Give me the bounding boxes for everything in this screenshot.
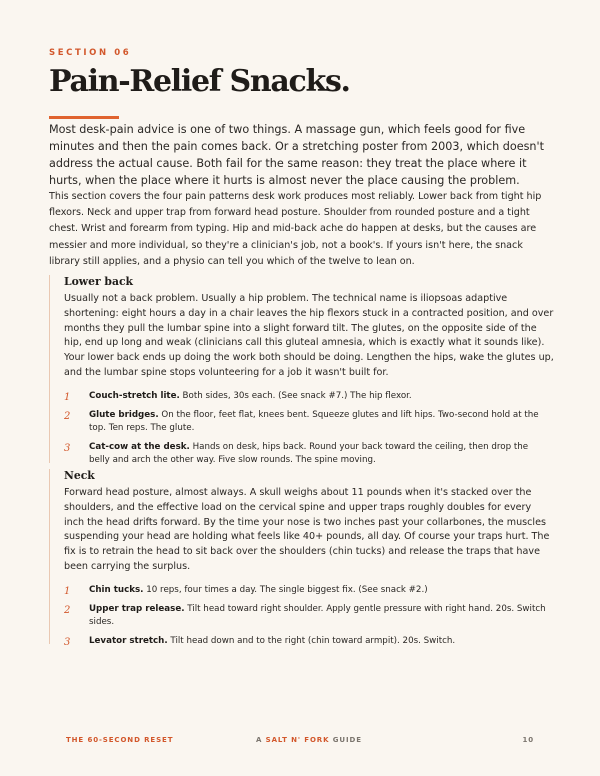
- page-title: Pain-Relief Snacks.: [49, 64, 350, 99]
- step-text: 10 reps, four times a day. The single biggest fix. (See snack #2.): [143, 584, 428, 595]
- step-number: 2: [64, 604, 71, 616]
- step-number: 3: [64, 636, 71, 648]
- footer-guide-prefix: A: [256, 736, 266, 744]
- step-number: 1: [64, 391, 71, 403]
- section-lower-back: [49, 275, 554, 465]
- lede-paragraph: Most desk-pain advice is one of two things. A massage gun, which feels good for five minutes and then the pain comes back. Or a stretching poster from 2003, which doesn't address the actual cause. Both fail for the same reason: they treat the place where it hurts, when the place where it hurts is almost never the place causing the problem.: [49, 123, 544, 187]
- step-text: Tilt head down and to the right (chin toward armpit). 20s. Switch.: [167, 635, 456, 646]
- step-item: [64, 441, 551, 467]
- step-name: Levator stretch.: [89, 635, 168, 646]
- section-body: Forward head posture, almost always. A skull weighs about 11 pounds when it's stacked over the shoulders, and the effective load on the cervical spine and upper traps roughly doubles for every inch the head drifts forward. By the time your nose is two inches past your collarbones, the muscles suspending your head are holding what feels like 40+ pounds, all day. Of course your traps hurt. The fix is to retrain the head to sit back over the shoulders (chin tucks) and release the traps that have been carrying the surplus.: [64, 487, 550, 572]
- step-name: Cat-cow at the desk.: [89, 441, 190, 452]
- section-title: Neck: [64, 469, 95, 482]
- step-item: [64, 409, 551, 435]
- step-number: 3: [64, 442, 71, 454]
- step-number: 1: [64, 585, 71, 597]
- step-text: Both sides, 30s each. (See snack #7.) The hip flexor.: [179, 390, 412, 401]
- section-eyebrow: SECTION 06: [49, 48, 132, 58]
- step-name: Couch-stretch lite.: [89, 390, 180, 401]
- step-item: [64, 603, 551, 629]
- title-underline: [49, 116, 119, 119]
- page-number: 10: [522, 736, 534, 744]
- footer-book-title: THE 60-SECOND RESET: [66, 736, 174, 744]
- step-item: [64, 635, 551, 648]
- footer-guide-label: [256, 736, 362, 744]
- section-neck: [49, 469, 551, 648]
- step-text: Hands on desk, hips back. Round your back toward the ceiling, then drop the belly and arch the other way. Five slow rounds. The spine moving.: [89, 441, 529, 465]
- intro-paragraph: This section covers the four pain patterns desk work produces most reliably. Lower back from tight hip flexors. Neck and upper trap from forward head posture. Shoulder from rounded posture and a tight chest. Wrist and forearm from typing. Hip and mid-back ache do happen at desks, but the causes are messier and more individual, so they're a clinician's job, not a book's. If yours isn't here, the snack library still applies, and a physio can tell you which of the twelve to lean on.: [49, 191, 542, 267]
- step-number: 2: [64, 410, 71, 422]
- footer-guide-suffix: GUIDE: [329, 736, 362, 744]
- section-title: Lower back: [64, 275, 134, 288]
- step-list: [64, 584, 551, 648]
- step-name: Glute bridges.: [89, 409, 159, 420]
- step-item: [64, 390, 551, 403]
- section-body: Usually not a back problem. Usually a hip problem. The technical name is iliopsoas adaptive shortening: eight hours a day in a chair leaves the hip flexors stuck in a contracted position, and over months they pull the lumbar spine into a slight forward tilt. The glutes, on the opposite side of the hip, end up long and weak (clinicians call this gluteal amnesia, which is exactly what it sounds like). Your lower back ends up doing the work both should be doing. Lengthen the hips, wake the glutes up, and the lumbar spine stops volunteering for a job it wasn't built for.: [64, 293, 554, 378]
- step-name: Chin tucks.: [89, 584, 144, 595]
- step-name: Upper trap release.: [89, 603, 185, 614]
- step-item: [64, 584, 551, 597]
- step-text: On the floor, feet flat, knees bent. Squeeze glutes and lift hips. Two-second hold at the top. Ten reps. The glute.: [89, 409, 539, 433]
- step-list: [64, 390, 551, 467]
- step-text: Tilt head toward right shoulder. Apply gentle pressure with right hand. 20s. Switch sides.: [89, 603, 546, 627]
- footer-brand: SALT N' FORK: [265, 736, 330, 744]
